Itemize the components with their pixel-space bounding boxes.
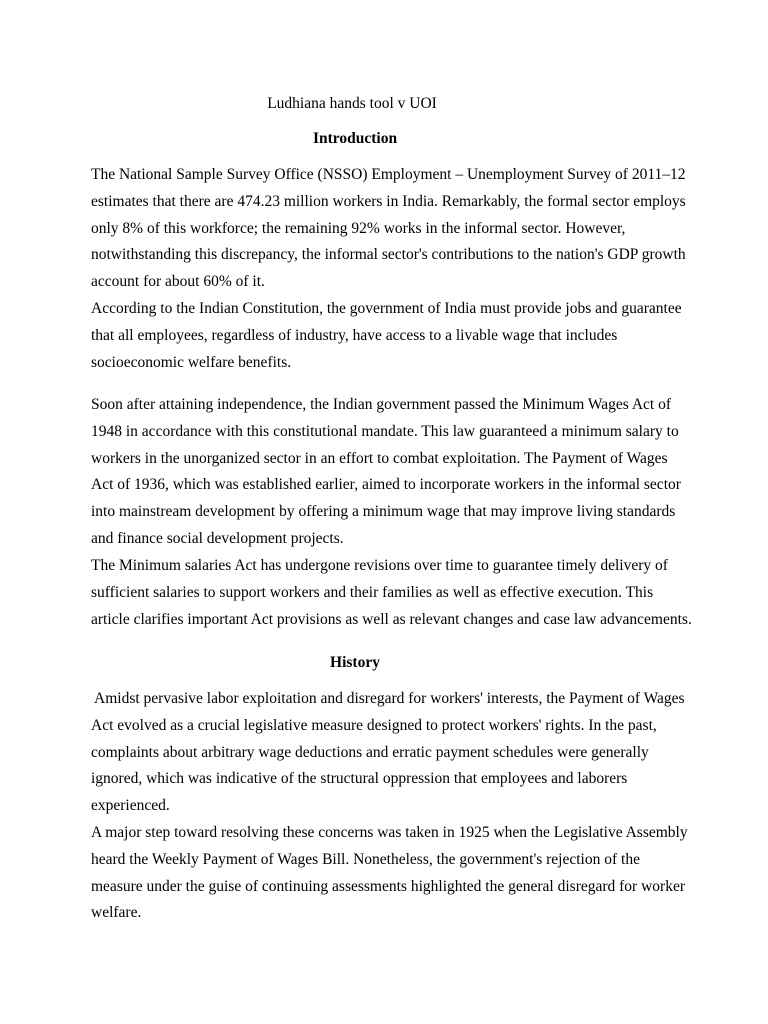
text-line: notwithstanding this discrepancy, the informal sector's contributions to the nation's GDP growth (91, 246, 686, 264)
text-line: Soon after attaining independence, the Indian government passed the Minimum Wages Act of (91, 396, 671, 413)
text-line: welfare. (91, 904, 142, 922)
text-line: only 8% of this workforce; the remaining 92% works in the informal sector. However, (91, 219, 626, 237)
section-heading-introduction: Introduction (312, 130, 398, 147)
text-line: experienced. (91, 797, 170, 815)
intro-paragraph-4 (91, 553, 691, 633)
history-paragraph-2 (91, 820, 691, 927)
text-line: The National Sample Survey Office (NSSO) Employment – Unemployment Survey of 2011–12 (91, 166, 686, 183)
text-line: Act evolved as a crucial legislative measure designed to protect workers' rights. In the past, (91, 716, 657, 734)
intro-paragraph-2 (91, 296, 691, 376)
text-line: workers in the unorganized sector in an effort to combat exploitation. The Payment of Wages (91, 449, 668, 467)
text-line: account for about 60% of it. (91, 273, 265, 291)
text-line: that all employees, regardless of industry, have access to a livable wage that includes (91, 326, 618, 344)
intro-paragraph-3 (91, 392, 691, 553)
text-line: Amidst pervasive labor exploitation and disregard for workers' interests, the Payment of Wages (91, 690, 685, 707)
text-line: heard the Weekly Payment of Wages Bill. Nonetheless, the government's rejection of the (91, 850, 640, 868)
section-heading-history: History (330, 654, 380, 671)
text-line: 1948 in accordance with this constitutional mandate. This law guaranteed a minimum salary to (91, 422, 679, 440)
text-line: A major step toward resolving these concerns was taken in 1925 when the Legislative Assembly (91, 824, 688, 841)
text-line: into mainstream development by offering a minimum wage that may improve living standards (91, 503, 676, 521)
text-line: measure under the guise of continuing assessments highlighted the general disregard for worker (91, 877, 685, 895)
text-line: complaints about arbitrary wage deductions and erratic payment schedules were generally (91, 743, 649, 761)
history-paragraph-1 (91, 686, 691, 820)
text-line: article clarifies important Act provisions as well as relevant changes and case law advancements. (91, 610, 692, 628)
text-line: ignored, which was indicative of the structural oppression that employees and laborers (91, 770, 628, 788)
text-line: and finance social development projects. (91, 529, 344, 547)
document-title: Ludhiana hands tool v UOI (267, 95, 437, 112)
text-line: Act of 1936, which was established earlier, aimed to incorporate workers in the informal sector (91, 476, 681, 494)
text-line: According to the Indian Constitution, the government of India must provide jobs and guarantee (91, 300, 682, 317)
intro-paragraph-1 (91, 162, 691, 296)
text-line: estimates that there are 474.23 million workers in India. Remarkably, the formal sector employs (91, 192, 686, 210)
text-line: The Minimum salaries Act has undergone revisions over time to guarantee timely delivery of (91, 557, 668, 574)
text-line: socioeconomic welfare benefits. (91, 353, 292, 371)
text-line: sufficient salaries to support workers and their families as well as effective execution. This (91, 583, 654, 601)
